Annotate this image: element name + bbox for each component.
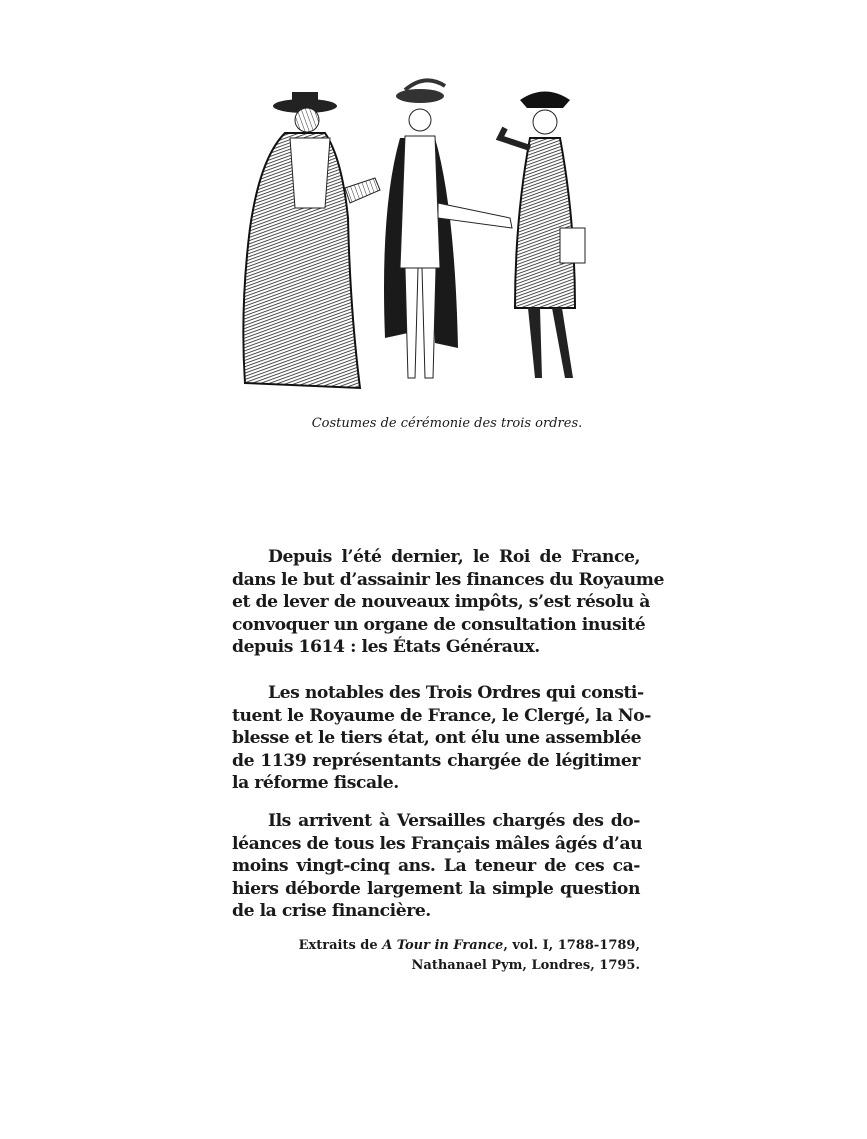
paragraph-1 [232, 546, 664, 659]
text-line: Les notables des Trois Ordres qui consti- [268, 683, 644, 703]
text-line: léances de tous les Français mâles âgés d’au [232, 833, 643, 854]
text-line: convoquer un organe de consultation inusité [232, 614, 646, 635]
source-citation-line-2: Nathanael Pym, Londres, 1795. [411, 958, 640, 973]
text-line: tuent le Royaume de France, le Clergé, la No- [232, 705, 651, 726]
source-title: A Tour in France [382, 938, 504, 953]
text-line: la réforme fiscale. [232, 773, 399, 794]
clergy-figure [243, 92, 380, 388]
text-line: blesse et le tiers état, ont élu une assemblée [232, 728, 642, 749]
source-suffix: , vol. I, 1788-1789, [503, 938, 640, 953]
text-line: dans le but d’assainir les finances du Royaume [232, 569, 664, 590]
text-line: moins vingt-cinq ans. La teneur de ces ca- [232, 856, 640, 877]
source-prefix: Extraits de [298, 938, 383, 953]
third-estate-figure [500, 92, 585, 379]
paragraph-3 [232, 810, 643, 923]
engraving-illustration [230, 78, 615, 403]
text-line: depuis 1614 : les États Généraux. [232, 637, 540, 658]
text-line: hiers déborde largement la simple question [232, 878, 640, 899]
nobility-figure [384, 80, 512, 378]
text-line: de 1139 représentants chargée de légitimer [232, 750, 640, 771]
text-line: Ils arrivent à Versailles chargés des do- [268, 811, 640, 831]
text-line: de la crise financière. [232, 901, 431, 922]
text-line: et de lever de nouveaux impôts, s’est résolu à [232, 592, 650, 613]
text-line: Depuis l’été dernier, le Roi de France, [268, 547, 640, 567]
source-citation-line-1 [299, 938, 640, 953]
paragraph-2 [232, 682, 651, 795]
illustration-caption: Costumes de cérémonie des trois ordres. [311, 416, 583, 431]
